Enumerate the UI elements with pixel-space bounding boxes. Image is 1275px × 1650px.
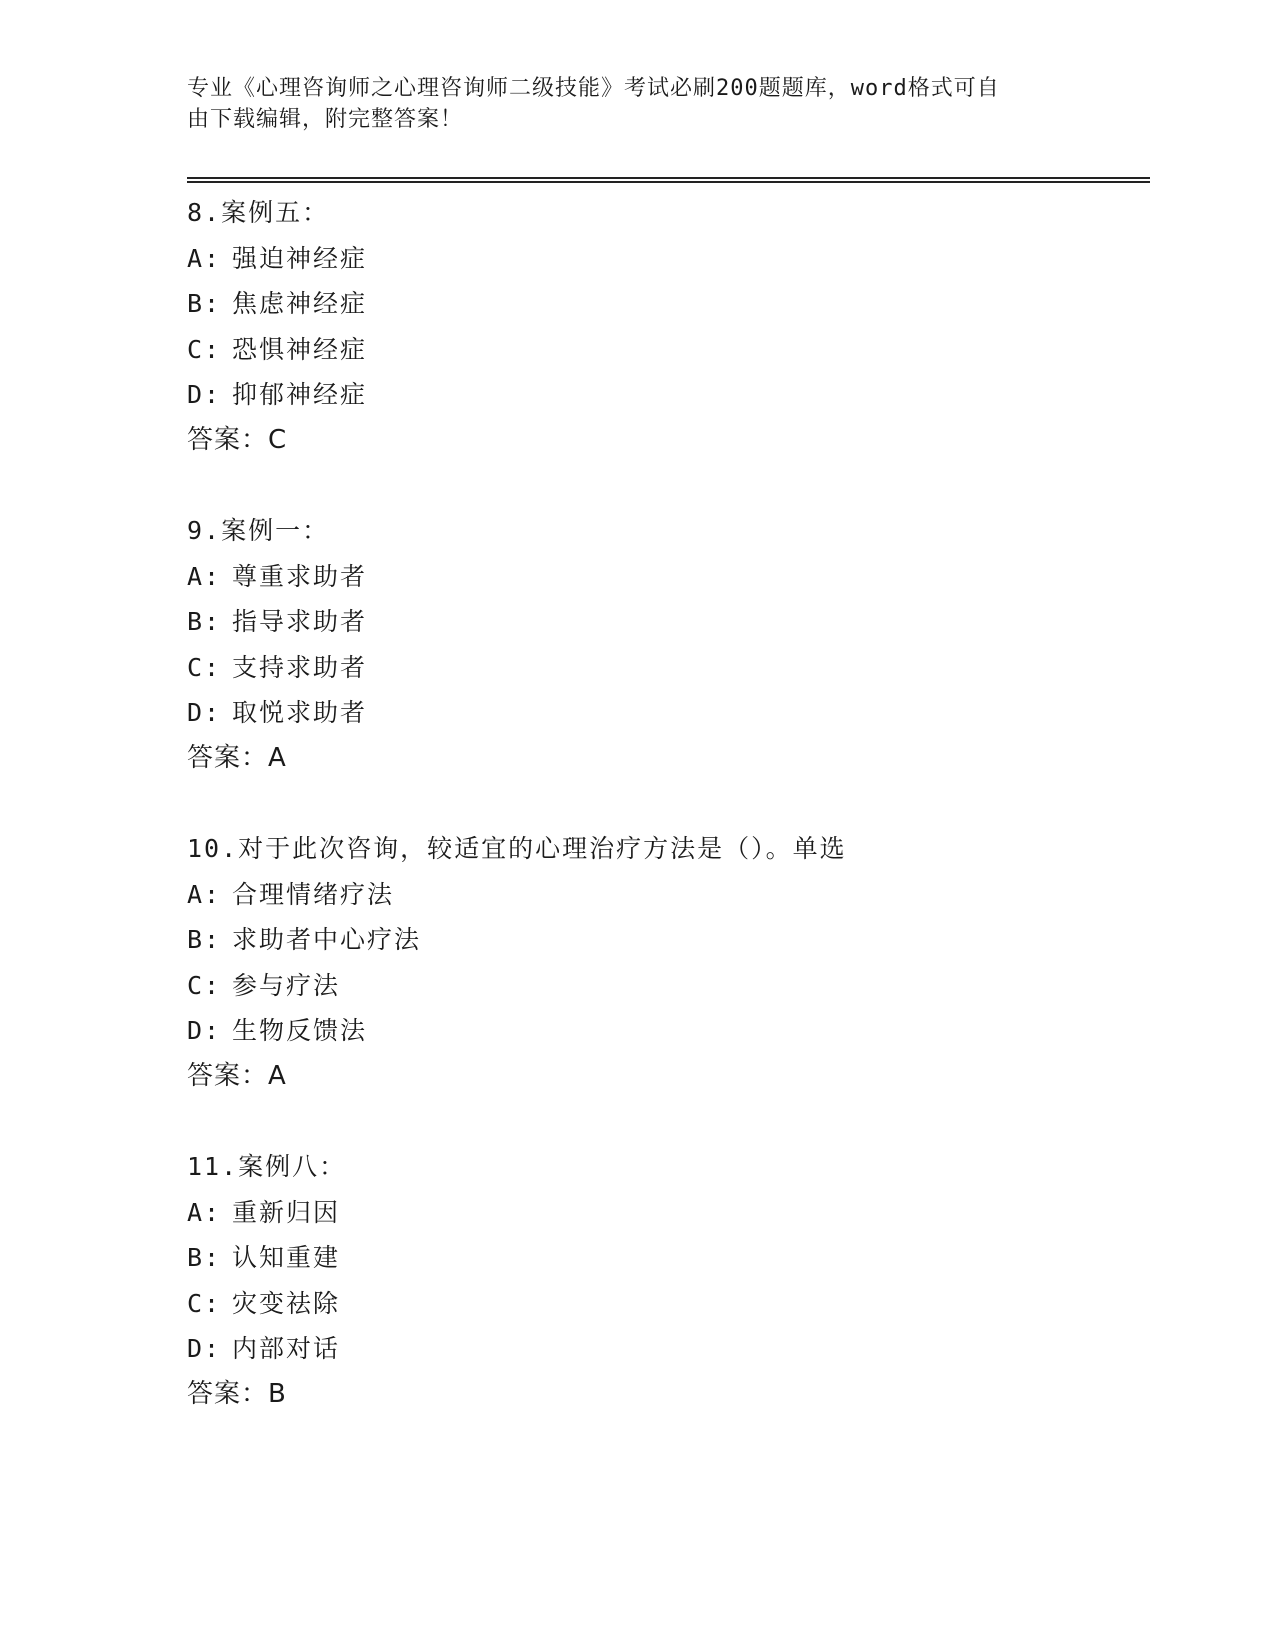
option-text: 指导求助者 <box>232 607 368 636</box>
option-text: 灾变祛除 <box>232 1288 341 1318</box>
option-b <box>187 281 1147 327</box>
option-label: B: <box>187 607 222 636</box>
option-d <box>187 1008 1147 1054</box>
option-label: B: <box>187 289 222 318</box>
option-d <box>187 372 1147 418</box>
option-label: C: <box>187 1288 222 1318</box>
option-label: C: <box>187 334 222 364</box>
option-text: 取悦求助者 <box>232 698 368 727</box>
option-b <box>187 599 1147 645</box>
option-label: D: <box>187 1334 222 1363</box>
option-label: A: <box>187 561 222 591</box>
option-text: 支持求助者 <box>232 652 368 682</box>
option-text: 求助者中心疗法 <box>232 925 422 954</box>
option-a <box>187 236 1147 282</box>
option-label: A: <box>187 879 222 909</box>
option-b <box>187 1235 1147 1281</box>
question-9 <box>187 508 1147 781</box>
document-header <box>187 73 1057 135</box>
option-label: B: <box>187 1243 222 1272</box>
answer-line: 答案：B <box>187 1378 287 1409</box>
answer-line: 答案：A <box>187 742 287 773</box>
option-a <box>187 872 1147 918</box>
option-c <box>187 963 1147 1009</box>
question-stem: 11.案例八： <box>187 1152 347 1181</box>
option-text: 参与疗法 <box>232 970 341 1000</box>
header-line-1: 专业《心理咨询师之心理咨询师二级技能》考试必刷200题题库，word格式可自 <box>187 76 1000 101</box>
question-8 <box>187 190 1147 463</box>
option-text: 内部对话 <box>232 1334 341 1363</box>
option-d <box>187 690 1147 736</box>
option-text: 重新归因 <box>232 1197 341 1227</box>
option-label: B: <box>187 925 222 954</box>
option-text: 认知重建 <box>232 1243 341 1272</box>
option-label: D: <box>187 380 222 409</box>
answer-line: 答案：C <box>187 424 288 455</box>
option-c <box>187 327 1147 373</box>
question-11 <box>187 1144 1147 1417</box>
header-line-2: 由下载编辑，附完整答案！ <box>187 107 464 132</box>
option-text: 合理情绪疗法 <box>232 879 395 909</box>
option-text: 恐惧神经症 <box>232 334 368 364</box>
option-label: D: <box>187 1016 222 1045</box>
option-label: D: <box>187 698 222 727</box>
option-text: 尊重求助者 <box>232 561 368 591</box>
option-text: 焦虑神经症 <box>232 289 368 318</box>
option-d <box>187 1326 1147 1372</box>
option-a <box>187 554 1147 600</box>
header-divider-bottom <box>187 181 1150 183</box>
option-label: A: <box>187 243 222 273</box>
option-b <box>187 917 1147 963</box>
option-a <box>187 1190 1147 1236</box>
option-label: A: <box>187 1197 222 1227</box>
option-label: C: <box>187 652 222 682</box>
question-stem: 9.案例一： <box>187 516 330 545</box>
option-label: C: <box>187 970 222 1000</box>
question-stem: 8.案例五： <box>187 198 330 227</box>
question-stem: 10.对于此次咨询，较适宜的心理治疗方法是（）。单选 <box>187 834 847 863</box>
option-text: 强迫神经症 <box>232 243 368 273</box>
option-text: 生物反馈法 <box>232 1016 368 1045</box>
header-divider-top <box>187 177 1150 179</box>
question-10 <box>187 826 1147 1099</box>
option-c <box>187 1281 1147 1327</box>
answer-line: 答案：A <box>187 1060 287 1091</box>
option-c <box>187 645 1147 691</box>
option-text: 抑郁神经症 <box>232 380 368 409</box>
